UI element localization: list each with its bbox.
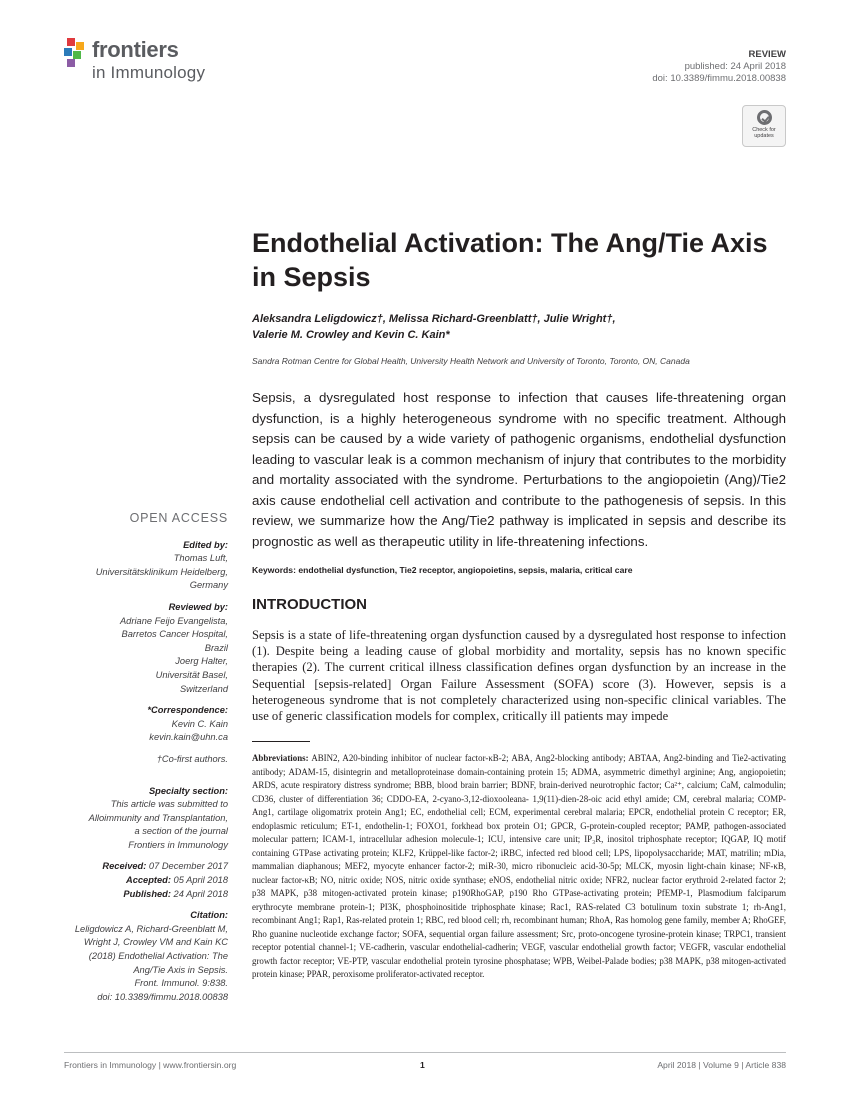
journal-name-brand: frontiers [92, 37, 179, 62]
keywords-list: endothelial dysfunction, Tie2 receptor, angiopoietins, sepsis, malaria, critical care [298, 565, 633, 575]
keywords [252, 565, 786, 575]
reviewer-affiliation: Universität Basel, [155, 669, 228, 680]
citation-doi[interactable]: doi: 10.3389/fimmu.2018.00838 [97, 991, 228, 1002]
article-type: REVIEW [748, 49, 786, 60]
reviewed-by-label: Reviewed by: [168, 601, 228, 612]
article-meta-header [652, 49, 786, 85]
published-date: published: 24 April 2018 [684, 61, 786, 72]
citation-line: Ang/Tie Axis in Sepsis. [133, 964, 228, 975]
abstract: Sepsis, a dysregulated host response to infection that causes life-threatening organ dysfunction, is a highly heterogeneous syndrome with no specific treatment. Although sepsis can be caused by a wide variety of pathogenic organisms, endothelial dysfunction leading to vascular leak is a common mechanism of injury that contributes to the morbidity and mortality associated with the syndrome. Perturbations to the angiopoietin (Ang)/Tie2 axis cause endothelial cell activation and contribute to the pathogenesis of sepsis. In this review, we summarize how the Ang/Tie2 pathway is implicated in sepsis and describe its prognostic as well as therapeutic utility in life-threatening infections. [252, 390, 786, 549]
editor-affiliation: Universitätsklinikum Heidelberg, [95, 566, 228, 577]
edited-by-block [64, 539, 228, 593]
correspondence-email[interactable]: kevin.kain@uhn.ca [149, 732, 228, 743]
reviewer-affiliation: Barretos Cancer Hospital, [121, 629, 228, 640]
article-info-sidebar [64, 512, 228, 1012]
published-row: Published: 24 April 2018 [123, 888, 228, 899]
received-row: Received: 07 December 2017 [102, 861, 228, 872]
editor-country: Germany [189, 580, 228, 591]
citation-line: Leligdowicz A, Richard-Greenblatt M, [74, 923, 228, 934]
article-doi[interactable]: doi: 10.3389/fimmu.2018.00838 [652, 73, 786, 84]
specialty-line: a section of the journal [134, 826, 228, 837]
citation-block [64, 909, 228, 1004]
author-list [252, 311, 792, 343]
specialty-block [64, 785, 228, 853]
authors-line-2: Valerie M. Crowley and Kevin C. Kain* [252, 329, 450, 341]
footer-journal-link[interactable]: Frontiers in Immunology | www.frontiersin.org [64, 1060, 237, 1070]
frontiers-logo-icon [64, 38, 88, 68]
correspondence-label: *Correspondence: [147, 705, 228, 716]
correspondence-block [64, 704, 228, 745]
footer-volume-info: April 2018 | Volume 9 | Article 838 [657, 1060, 786, 1070]
article-title: Endothelial Activation: The Ang/Tie Axis in Sepsis [252, 228, 768, 292]
citation-line: Wright J, Crowley VM and Kain KC [83, 937, 228, 948]
specialty-line: Alloimmunity and Transplantation, [88, 812, 228, 823]
reviewer-country: Switzerland [179, 683, 228, 694]
editor-name: Thomas Luft, [173, 553, 228, 564]
accepted-row: Accepted: 05 April 2018 [126, 875, 228, 886]
footer-divider [64, 1052, 786, 1053]
specialty-line: Frontiers in Immunology [128, 839, 228, 850]
specialty-label: Specialty section: [148, 785, 228, 796]
check-updates-label: Check for updates [752, 127, 776, 139]
citation-line: Front. Immunol. 9:838. [134, 978, 228, 989]
citation-line: (2018) Endothelial Activation: The [88, 951, 228, 962]
section-heading-introduction: INTRODUCTION [252, 596, 367, 613]
edited-by-label: Edited by: [183, 539, 228, 550]
reviewer-country: Brazil [204, 642, 228, 653]
journal-name-field: in Immunology [92, 63, 206, 82]
check-updates-icon [757, 110, 772, 125]
reviewed-by-block [64, 601, 228, 696]
abbreviations-label: Abbreviations: [252, 753, 309, 763]
reviewer-name: Joerg Halter, [175, 656, 228, 667]
introduction-paragraph: Sepsis is a state of life-threatening organ dysfunction caused by a dysregulated host response to infection (1). Despite being a leading cause of global morbidity and mortality, sepsis has no known specific therapies (2). The current critical illness classification defines organ dysfunction by an increase in the Sequential [sepsis-related] Organ Failure Assessment (SOFA) score (3). However, sepsis is a heterogeneous syndrome that is not completely characterized using non-specific clinical variables. The use of generic classification models for complex, critically ill patients may impede [252, 628, 786, 724]
co-first-note: †Co-first authors. [156, 753, 228, 764]
footnote-divider [252, 741, 310, 742]
author-affiliation: Sandra Rotman Centre for Global Health, University Health Network and University of Toronto, Toronto, ON, Canada [252, 356, 690, 366]
dates-block [64, 860, 228, 901]
specialty-line: This article was submitted to [110, 799, 228, 810]
keywords-label: Keywords: [252, 565, 296, 575]
abbreviations-footnote [252, 752, 786, 982]
authors-line-1: Aleksandra Leligdowicz†, Melissa Richard-Greenblatt†, Julie Wright†, [252, 313, 616, 325]
journal-logo[interactable] [64, 36, 244, 88]
abbreviations-text: ABIN2, A20-binding inhibitor of nuclear factor-κB-2; ABA, Ang2-blocking antibody; ABTAA, Ang2-binding and Tie2-activating antibody; ADAM-15, disintegrin and metalloproteinase domain-containing protein 15; ADMA, asymmetric dimethyl arginine; Ang, angiopoietin; ARDS, acute respiratory distress syndrome; BBB, blood brain barrier; BDNF, brain-derived neurotrophic factor; Ca²⁺, calcium; CaM, calmodulin; CD36, cluster of differentiation 36; CDDO-EA, 2-cyano-3,12-dioxooleana- 1,9(11)-dien-28-oic acid ethyl amide; CM, cerebral malaria; COMP-Ang1, cartilage oligomatrix protein Ang1; EC, endothelial cell; ECM, experimental cerebral malaria; EPCR, endothelial protein C receptor; ER, endoplasmic reticulum; ET-1, endothelin-1; FOXO1, forkhead box protein O1; GPCR, G-protein-coupled receptor; PAMP, pathogen-associated molecular pattern; ICAM-1, intracellular adhesion molecule-1; ICU, intensive care unit; IP₃R, inositol triphosphate receptor; IQGAP, IQ motif containing GTPase activating protein; KLF2, Krüppel-like factor-2; iRBC, infected red blood cell; LPS, lipopolysaccharide; MAT, matrilin; mDia, mammalian diaphanous; MEF2, myocyte enhancer factor-2; miR-30, micro ribonucleic acid-30-5p; MLCK, myosin light-chain kinase; NF-κB, nuclear factor-κB; NO, nitric oxide; NOS, nitric oxide synthase; eNOS, endothelial nitric oxide; NFR2, nuclear factor erythroid 2-related factor 2; p38 MAPK, p38 mitogen-activated protein kinase; p190RhoGAP, p190 Rho GTPase-activating protein; PfEMP-1, Plasmodium falciparum erythrocyte membrane protein-1; PI3K, phosphoinositide triphosphate kinase; Rac1, RAS-related C3 botulinum toxin substrate 1; rh-Ang1, recombinant Ang1; Rap1, Ras-related protein 1; RBC, red blood cell; rh, recombinant human; RhoA, Ras homolog gene family, member A; RhoGEF, Rho guanine nucleotide exchange factor; SOFA, sequential organ failure assessment; Src, proto-oncogene tyrosine-protein kinase; TRPC1, transient receptor potential channel-1; VE-cadherin, vascular endothelial-cadherin; VEGF, vascular endothelial growth factor; VEGFR, vascular endothelial growth factor receptor; VE-PTP, vascular endothelial protein tyrosine phosphatase; WPB, Weibel-Palade bodies; p38 MAPK, p38 mitogen-activated protein kinase; PPAR, peroxisome proliferator-activated receptor. [252, 753, 786, 979]
check-for-updates-button[interactable] [742, 105, 786, 147]
open-access-label: OPEN ACCESS [129, 511, 228, 525]
reviewer-name: Adriane Feijo Evangelista, [119, 615, 228, 626]
citation-label: Citation: [190, 910, 228, 921]
page-number: 1 [420, 1060, 425, 1070]
correspondence-name: Kevin C. Kain [171, 718, 228, 729]
